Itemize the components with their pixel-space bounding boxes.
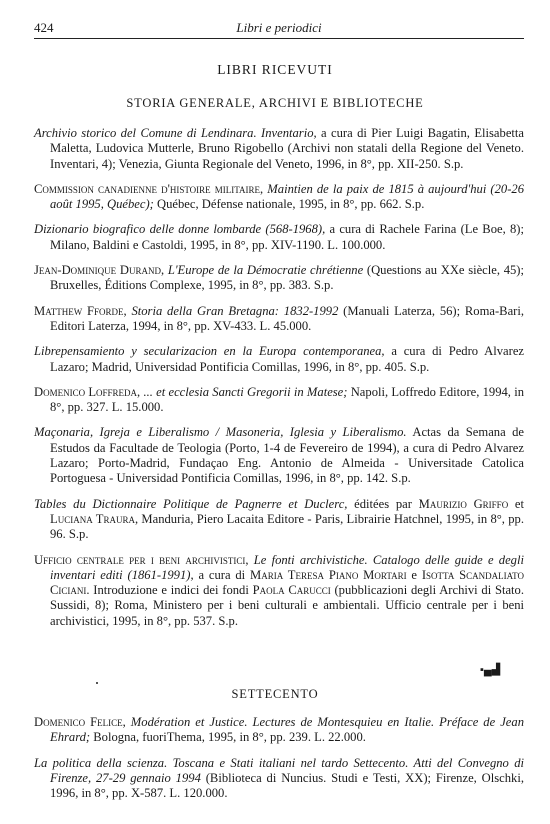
entry-text-segment: Bologna, fuoriThema, 1995, in 8°, pp. 239. L. 22.000. [90, 730, 366, 745]
entry-text-segment: Introduzione e indici dei fondi [89, 583, 253, 598]
entry-text-segment: Storia della Gran Bretagna: 1832-1992 [126, 303, 339, 318]
bibliography-entry [34, 425, 524, 486]
entry-text-segment: Actas da Semana de Estudos da Facultade de Teologia (Porto, 1-4 de Fevereiro de 1994), a cura di Pedro Alvarez Lazaro; Porto-Madrid, Fundaçao Eng. Antonio de Almeida - Universitade Catolica Portoguesa - Universidad Pontificia Comillas, 1996, in 8°, pp. 142. S.p. [50, 425, 525, 486]
entry-text-segment: (Biblioteca di Nuncius. Studi e Testi, XX); Firenze, Olschki, 1996, in 8°, pp. X-587. L. 120.000. [50, 770, 524, 801]
entry-text-segment: ... et ecclesia Sancti Gregorii in Matese; [140, 384, 348, 399]
bibliography-entry [34, 715, 524, 746]
bibliography-entry [34, 126, 524, 172]
bibliography-entry [34, 344, 524, 375]
section-heading-settecento: SETTECENTO [231, 687, 319, 701]
entry-text-segment: Maurizio Griffo [418, 496, 509, 511]
entry-text-segment: La politica della scienza. Toscana e Stati italiani nel tardo Settecento. Atti del Convegno di Firenze, 27-29 gennaio 1994 [34, 755, 524, 785]
entry-text-segment: Domenico Felice, [34, 715, 126, 729]
bibliography-entry [34, 497, 524, 543]
entry-text-segment: Manduria, Piero Lacaita Editore - Paris, Librairie Hatchnel, 1995, in 8°, pp. 96. S.p. [50, 511, 524, 542]
section-title: LIBRI RICEVUTI [217, 62, 333, 77]
entry-text-segment: Commission canadienne d'histoire militaire, [34, 181, 264, 196]
bibliography-entry [34, 263, 524, 294]
entry-text-segment: Paola Carucci [252, 583, 331, 598]
entry-list-storia [34, 126, 524, 639]
entry-text-segment: (pubblicazioni degli Archivi di Stato. Sussidi, 8); Roma, Ministero per i beni culturali e ambientali. Ufficio centrale per i beni archivistici, 1995, in 8°, pp. 537. S.p. [50, 583, 524, 628]
entry-text-segment: Québec, Défense nationale, 1995, in 8°, pp. 662. S.p. [153, 197, 425, 212]
printer-mark-icon: ▪▄▟ [480, 664, 501, 676]
entry-text-segment: Matthew Fforde, [34, 303, 127, 318]
entry-text-segment: éditées par [347, 496, 419, 511]
entry-text-segment: Domenico Loffreda, [34, 384, 141, 399]
entry-text-segment: (Questions au XXe siècle, 45); Bruxelles, Éditions Complexe, 1995, in 8°, pp. 383. S.p. [50, 263, 524, 293]
entry-text-segment: Modération et Justice. Lectures de Montesquieu en Italie. Préface de Jean Ehrard; [50, 715, 524, 745]
bibliography-entry [34, 304, 524, 335]
entry-text-segment: et [508, 496, 525, 511]
entry-text-segment: Le fonti archivistiche. Catalogo delle guide e degli inventari editi (1861-1991), [50, 552, 524, 582]
entry-text-segment: a cura di [193, 567, 250, 582]
bibliography-entry [34, 553, 524, 629]
entry-text-segment: L'Europe de la Démocratie chrétienne [164, 263, 364, 278]
entry-text-segment: Jean-Dominique Durand, [34, 263, 165, 278]
section-heading-storia: STORIA GENERALE, ARCHIVI E BIBLIOTECHE [126, 96, 424, 110]
running-header [34, 18, 524, 39]
entry-list-settecento [34, 715, 524, 811]
entry-text-segment: Maçonaria, Igreja e Liberalismo / Masoneria, Iglesia y Liberalismo. [34, 425, 407, 440]
bibliography-entry [34, 182, 524, 213]
entry-text-segment: (Manuali Laterza, 56); Roma-Bari, Editori Laterza, 1994, in 8°, pp. XV-433. L. 45.000. [50, 303, 525, 333]
entry-text-segment: e [406, 567, 422, 582]
entry-text-segment: a cura di Rachele Farina (Le Boe, 8); Milano, Baldini e Castoldi, 1995, in 8°, pp. XIV-1190. L. 100.000. [50, 222, 524, 252]
entry-text-segment: Napoli, Loffredo Editore, 1994, in 8°, pp. 327. L. 15.000. [50, 384, 525, 415]
entry-text-segment: Archivio storico del Comune di Lendinara. Inventario, [34, 126, 317, 140]
bibliography-entry [34, 756, 524, 802]
page-number: 424 [34, 20, 54, 35]
entry-text-segment: Maria Teresa Piano Mortari [250, 567, 407, 582]
running-title: Libri e periodici [236, 20, 322, 35]
bibliography-entry [34, 222, 524, 253]
entry-text-segment: Maintien de la paix de 1815 à aujourd'hui (20-26 août 1995, Québec); [50, 181, 524, 212]
bibliography-entry [34, 385, 524, 416]
entry-text-segment: Dizionario biografico delle donne lombarde (568-1968), [34, 222, 326, 237]
speck-mark [96, 682, 98, 684]
entry-text-segment: a cura di Pier Luigi Bagatin, Elisabetta Maletta, Ludovica Mutterle, Bruno Rigobello (Archivi non statali della Regione del Veneto. Inventari, 4); Venezia, Giunta Regionale del Veneto, 1996, in 8°, pp. XII-250. S.p. [50, 126, 524, 171]
entry-text-segment: Ufficio centrale per i beni archivistici, [34, 552, 249, 567]
entry-text-segment: Librepensamiento y secularizacion en la Europa contemporanea, [34, 344, 385, 359]
entry-text-segment: Luciana Traura, [50, 511, 139, 526]
entry-text-segment: Tables du Dictionnaire Politique de Pagnerre et Duclerc, [34, 496, 348, 511]
entry-text-segment: a cura di Pedro Alvarez Lazaro; Madrid, Universidad Pontificia Comillas, 1996, in 8°, pp. 405. S.p. [50, 344, 524, 374]
entry-text-segment: Isotta Scandaliato Ciciani. [50, 567, 524, 598]
